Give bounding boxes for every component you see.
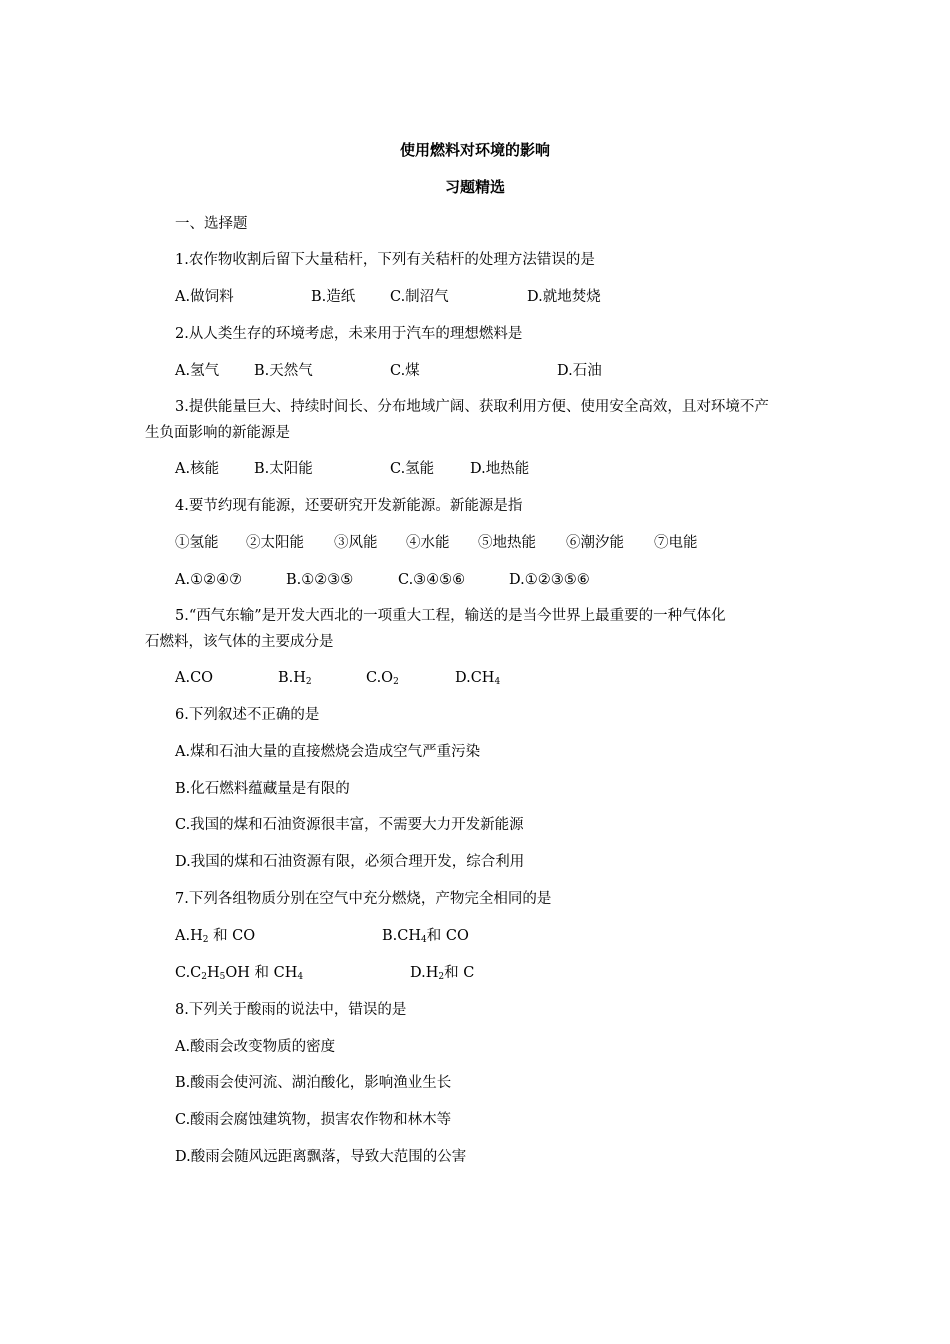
question-7-stem: 7.下列各组物质分别在空气中充分燃烧，产物完全相同的是 xyxy=(175,891,552,907)
q2-option-c: C.煤 xyxy=(390,363,420,379)
q8-option-d: D.酸雨会随风远距离飘落，导致大范围的公害 xyxy=(175,1149,467,1165)
q4-item-5: ⑤地热能 xyxy=(478,535,536,551)
q4-item-3: ③风能 xyxy=(334,535,378,551)
q5-option-b: $B.H_2$ xyxy=(278,670,312,687)
q3-option-d: D.地热能 xyxy=(470,461,530,477)
page-subtitle: 习题精选 xyxy=(444,178,505,196)
q6-option-b: B.化石燃料蕴藏量是有限的 xyxy=(175,781,350,797)
q7-option-a: $A.H_2$ 和 CO xyxy=(175,928,256,945)
q3-option-a: A.核能 xyxy=(175,461,220,477)
q6-option-a: A.煤和石油大量的直接燃烧会造成空气严重污染 xyxy=(175,744,481,760)
question-4-stem: 4.要节约现有能源，还要研究开发新能源。新能源是指 xyxy=(175,498,523,514)
q3-option-b: B.太阳能 xyxy=(254,461,313,477)
q5-option-a: A.CO xyxy=(175,670,214,686)
q1-option-b: B.造纸 xyxy=(311,289,356,305)
question-3-stem-line1: 3.提供能量巨大、持续时间长、分布地域广阔、获取利用方便、使用安全高效，且对环境不产 xyxy=(175,399,769,415)
q4-item-6: ⑥潮汐能 xyxy=(566,535,624,551)
q7-option-d: $D.H_2$和 C xyxy=(410,965,475,982)
q2-option-a: A.氢气 xyxy=(175,363,220,379)
q4-option-a: A.①②④⑦ xyxy=(175,572,243,588)
q4-option-b: B.①②③⑤ xyxy=(286,572,354,588)
question-8-stem: 8.下列关于酸雨的说法中，错误的是 xyxy=(175,1002,407,1018)
q6-option-d: D.我国的煤和石油资源有限，必须合理开发，综合利用 xyxy=(175,854,525,870)
question-6-stem: 6.下列叙述不正确的是 xyxy=(175,707,320,723)
q4-item-7: ⑦电能 xyxy=(654,535,698,551)
question-3-stem-line2: 生负面影响的新能源是 xyxy=(145,425,290,441)
q7-option-c: $C.C_2H_5OH$ 和 $CH_4$ xyxy=(175,965,304,982)
q4-option-c: C.③④⑤⑥ xyxy=(398,572,466,588)
q7-option-b: $B.CH_4$和 CO xyxy=(382,928,469,945)
q8-option-b: B.酸雨会使河流、湖泊酸化，影响渔业生长 xyxy=(175,1075,452,1091)
q4-option-d: D.①②③⑤⑥ xyxy=(509,572,590,588)
q6-option-c: C.我国的煤和石油资源很丰富，不需要大力开发新能源 xyxy=(175,817,524,833)
q5-option-d: $D.CH_4$ xyxy=(455,670,501,687)
q4-item-1: ①氢能 xyxy=(175,535,219,551)
q2-option-d: D.石油 xyxy=(557,363,602,379)
q1-option-d: D.就地焚烧 xyxy=(527,289,601,305)
q8-option-a: A.酸雨会改变物质的密度 xyxy=(175,1039,336,1055)
q2-option-b: B.天然气 xyxy=(254,363,313,379)
q1-option-a: A.做饲料 xyxy=(175,289,234,305)
page-title: 使用燃料对环境的影响 xyxy=(399,141,550,159)
section-heading: 一、选择题 xyxy=(175,216,248,232)
q4-item-4: ④水能 xyxy=(406,535,450,551)
question-1-stem: 1.农作物收割后留下大量秸杆，下列有关秸杆的处理方法错误的是 xyxy=(175,252,595,268)
q8-option-c: C.酸雨会腐蚀建筑物，损害农作物和林木等 xyxy=(175,1112,452,1128)
q5-option-c: $C.O_2$ xyxy=(366,670,399,687)
question-2-stem: 2.从人类生存的环境考虑，未来用于汽车的理想燃料是 xyxy=(175,326,523,342)
q3-option-c: C.氢能 xyxy=(390,461,435,477)
q4-item-2: ②太阳能 xyxy=(246,535,304,551)
q1-option-c: C.制沼气 xyxy=(390,289,449,305)
question-5-stem-line2: 石燃料，该气体的主要成分是 xyxy=(145,634,334,650)
question-5-stem-line1: 5.“西气东输”是开发大西北的一项重大工程，输送的是当今世界上最重要的一种气体化 xyxy=(175,608,726,624)
